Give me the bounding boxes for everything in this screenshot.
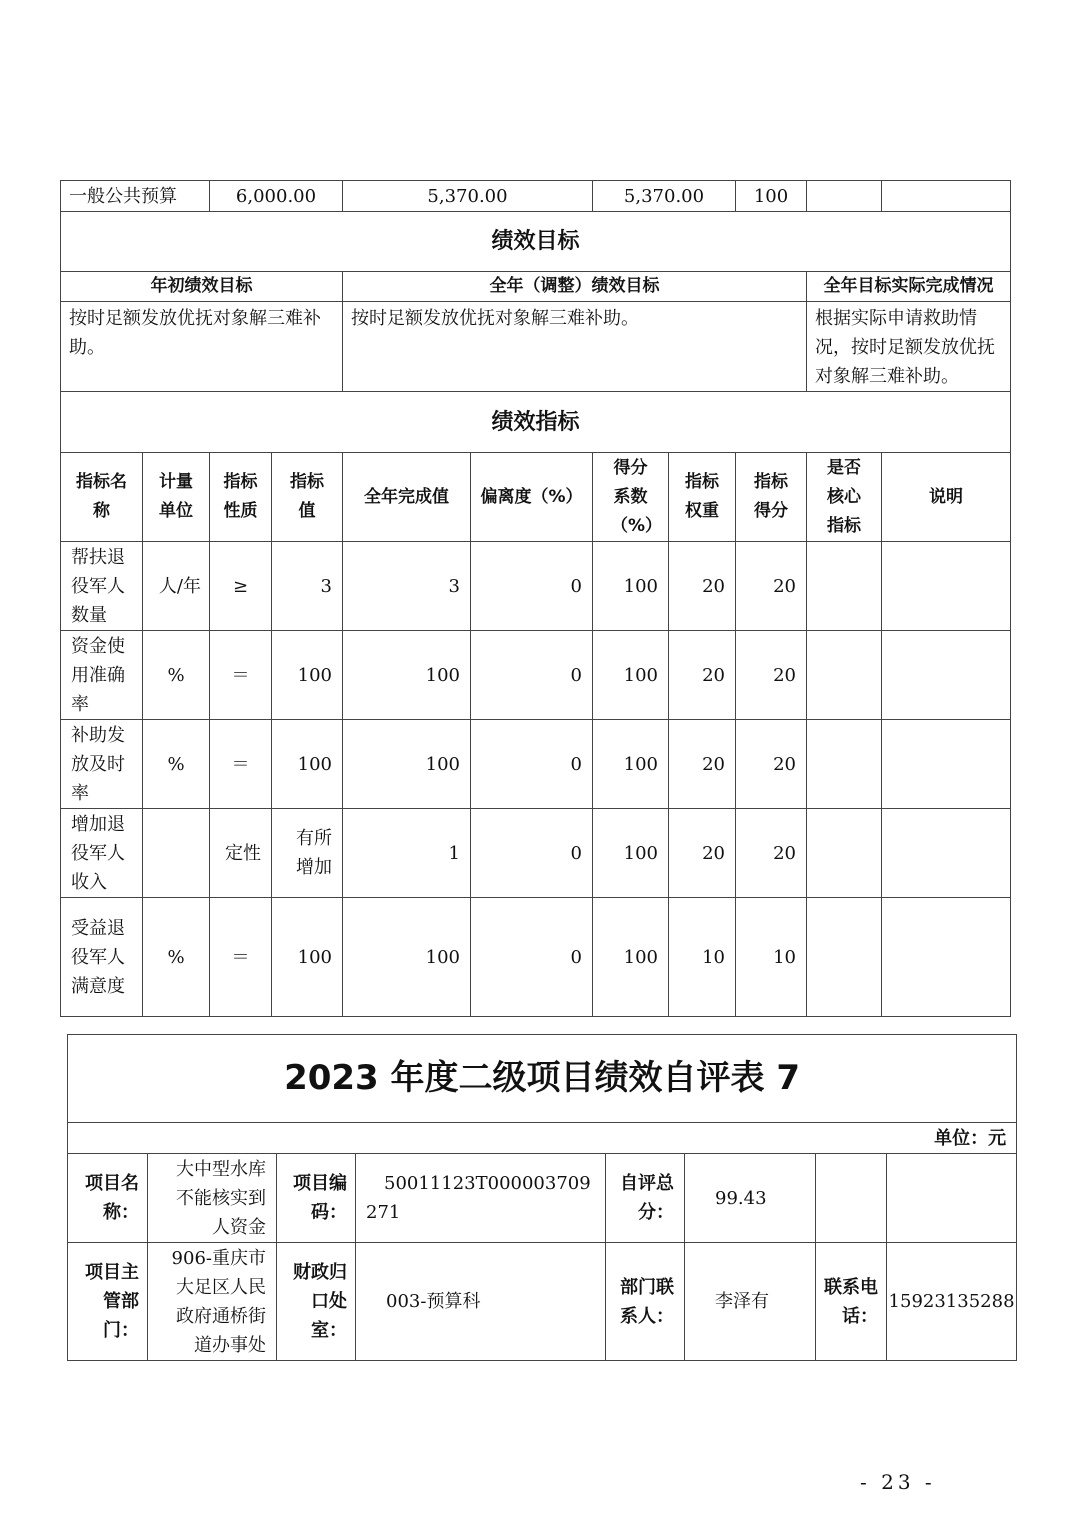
indicator-coef: 100: [593, 809, 669, 898]
project-info-row: [68, 1154, 1017, 1243]
goal-initial: 按时足额发放优抚对象解三难补助。: [61, 302, 343, 392]
form-title: 2023 年度二级项目绩效自评表 7: [68, 1035, 1017, 1123]
header-coef: 得分系数（%）: [593, 453, 669, 542]
indicator-deviation: 0: [471, 720, 593, 809]
project-name: 大中型水库不能核实到人资金: [148, 1154, 277, 1243]
indicator-weight: 10: [669, 898, 736, 1017]
indicator-note: [882, 720, 1011, 809]
indicator-score: 20: [736, 720, 807, 809]
unit-label: 单位：元: [68, 1123, 1017, 1154]
goal-adjusted: 按时足额发放优抚对象解三难补助。: [343, 302, 807, 392]
indicator-unit: [143, 809, 210, 898]
indicator-coef: 100: [593, 542, 669, 631]
indicator-value: 100: [272, 720, 343, 809]
indicator-note: [882, 542, 1011, 631]
indicator-score: 20: [736, 631, 807, 720]
header-value: 指标值: [272, 453, 343, 542]
self-score-label: 自评总分：: [606, 1154, 685, 1243]
goal-header-adjusted: 全年（调整）绩效目标: [343, 272, 807, 302]
project-name-label: 项目名称：: [68, 1154, 148, 1243]
indicator-unit: %: [143, 720, 210, 809]
header-weight: 指标权重: [669, 453, 736, 542]
indicator-actual: 100: [343, 720, 471, 809]
goals-header-row: [61, 272, 1011, 302]
indicator-score: 20: [736, 542, 807, 631]
project-code-label: 项目编码：: [277, 1154, 356, 1243]
budget-note: [882, 181, 1011, 212]
goal-header-initial: 年初绩效目标: [61, 272, 343, 302]
indicator-core: [807, 631, 882, 720]
indicator-deviation: 0: [471, 809, 593, 898]
indicator-row: [61, 898, 1011, 1017]
indicator-name: 帮扶退役军人数量: [61, 542, 143, 631]
indicator-weight: 20: [669, 542, 736, 631]
budget-adjusted: 5,370.00: [343, 181, 593, 212]
dept: 906-重庆市大足区人民政府通桥街道办事处: [148, 1243, 277, 1361]
indicator-coef: 100: [593, 720, 669, 809]
indicator-score: 10: [736, 898, 807, 1017]
header-core: 是否核心指标: [807, 453, 882, 542]
indicator-actual: 1: [343, 809, 471, 898]
indicator-deviation: 0: [471, 542, 593, 631]
self-score: 99.43: [685, 1154, 816, 1243]
header-nature: 指标性质: [210, 453, 272, 542]
indicator-row: [61, 542, 1011, 631]
header-score: 指标得分: [736, 453, 807, 542]
goals-section-title: 绩效目标: [61, 212, 1011, 272]
indicator-unit: %: [143, 898, 210, 1017]
indicator-actual: 3: [343, 542, 471, 631]
indicator-note: [882, 809, 1011, 898]
header-deviation: 偏离度（%）: [471, 453, 593, 542]
indicator-nature: ＝: [210, 720, 272, 809]
goal-actual: 根据实际申请救助情况，按时足额发放优抚对象解三难补助。: [807, 302, 1011, 392]
indicator-weight: 20: [669, 809, 736, 898]
indicator-nature: ＝: [210, 898, 272, 1017]
self-evaluation-form-7: [67, 1034, 1017, 1361]
indicator-row: [61, 809, 1011, 898]
dept-label: 项目主管部门：: [68, 1243, 148, 1361]
indicator-unit: 人/年: [143, 542, 210, 631]
indicator-deviation: 0: [471, 898, 593, 1017]
indicator-coef: 100: [593, 898, 669, 1017]
indicator-value: 有所增加: [272, 809, 343, 898]
indicators-section-title: 绩效指标: [61, 392, 1011, 453]
header-actual: 全年完成值: [343, 453, 471, 542]
goal-header-actual: 全年目标实际完成情况: [807, 272, 1011, 302]
indicator-value: 100: [272, 898, 343, 1017]
indicator-note: [882, 898, 1011, 1017]
indicator-header-row: [61, 453, 1011, 542]
indicator-actual: 100: [343, 631, 471, 720]
page-number: - 23 -: [860, 1470, 936, 1494]
header-unit: 计量单位: [143, 453, 210, 542]
indicator-coef: 100: [593, 631, 669, 720]
indicator-nature: 定性: [210, 809, 272, 898]
indicator-name: 资金使用准确率: [61, 631, 143, 720]
budget-year-start: 6,000.00: [210, 181, 343, 212]
indicator-nature: ≥: [210, 542, 272, 631]
goals-value-row: [61, 302, 1011, 392]
indicator-weight: 20: [669, 720, 736, 809]
indicator-weight: 20: [669, 631, 736, 720]
indicator-name: 增加退役军人收入: [61, 809, 143, 898]
indicator-value: 3: [272, 542, 343, 631]
indicator-name: 补助发放及时率: [61, 720, 143, 809]
indicator-core: [807, 542, 882, 631]
finance-label: 财政归口处室：: [277, 1243, 356, 1361]
indicator-actual: 100: [343, 898, 471, 1017]
indicator-note: [882, 631, 1011, 720]
budget-label: 一般公共预算: [69, 185, 177, 207]
indicator-score: 20: [736, 809, 807, 898]
performance-table: [60, 180, 1011, 1017]
indicator-deviation: 0: [471, 631, 593, 720]
department-info-row: [68, 1243, 1017, 1361]
header-indicator-name: 指标名称: [61, 453, 143, 542]
project-code: 50011123T000003709271: [356, 1154, 606, 1243]
contact-label: 部门联系人：: [606, 1243, 685, 1361]
phone-label: 联系电话：: [816, 1243, 887, 1361]
budget-row: [61, 181, 1011, 212]
phone-number: 15923135288: [887, 1243, 1017, 1361]
indicator-unit: %: [143, 631, 210, 720]
contact-person: 李泽有: [685, 1243, 816, 1361]
indicator-nature: ＝: [210, 631, 272, 720]
header-note: 说明: [882, 453, 1011, 542]
indicator-core: [807, 809, 882, 898]
indicator-row: [61, 720, 1011, 809]
indicator-core: [807, 898, 882, 1017]
indicator-value: 100: [272, 631, 343, 720]
indicator-name: 受益退役军人满意度: [61, 898, 143, 1017]
budget-score: [807, 181, 882, 212]
indicator-core: [807, 720, 882, 809]
finance-office: 003-预算科: [356, 1243, 606, 1361]
indicator-row: [61, 631, 1011, 720]
budget-rate: 100: [736, 181, 807, 212]
budget-executed: 5,370.00: [593, 181, 736, 212]
